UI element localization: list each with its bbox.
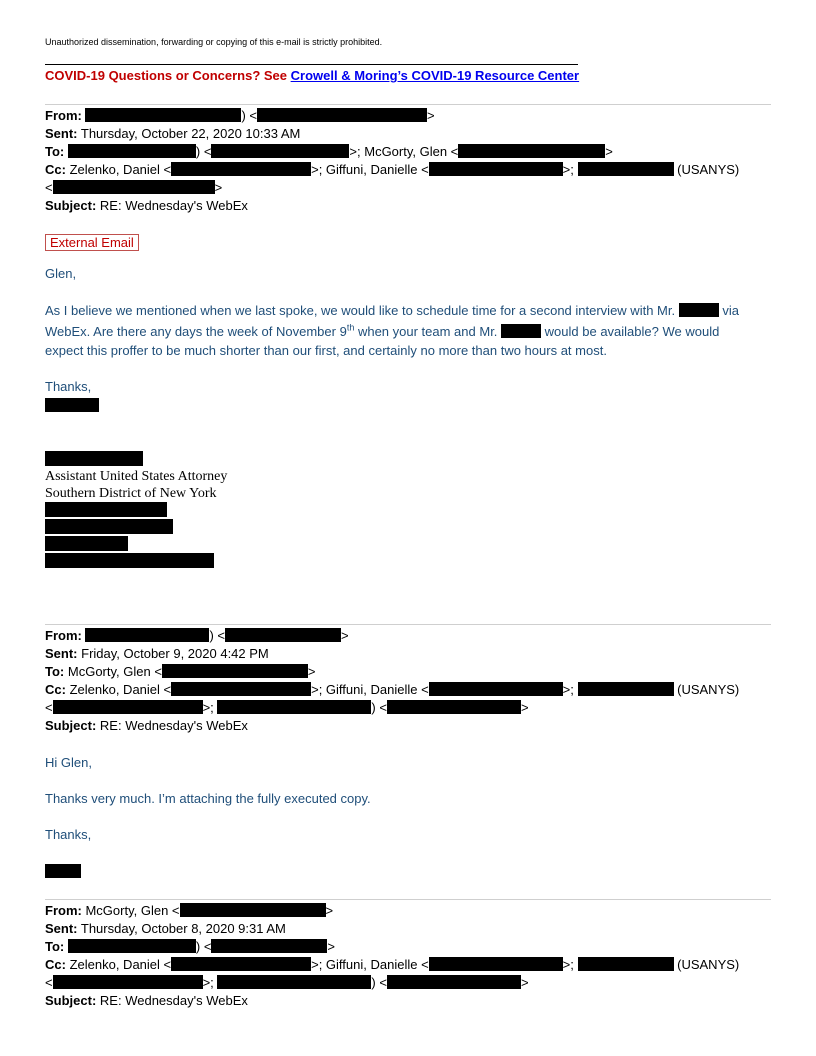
- subject-row: [45, 717, 248, 735]
- redacted-block: [45, 451, 143, 466]
- body-line: As I believe we mentioned when we last spoke, we would like to schedule time for a second interview with Mr. via: [45, 303, 739, 318]
- subject-value: RE: Wednesday's WebEx: [99, 993, 248, 1008]
- to-row: To: McGorty, Glen < >: [45, 664, 316, 679]
- sent-label: Sent:: [45, 921, 78, 936]
- cc-value: Zelenko, Daniel <: [69, 957, 172, 972]
- from-row: From: McGorty, Glen < >: [45, 903, 334, 918]
- cc-label: Cc:: [45, 957, 66, 972]
- banner-prefix: COVID-19 Questions or Concerns? See: [45, 68, 291, 83]
- cc-row: Cc: Zelenko, Daniel < >; Giffuni, Danielle < >; (USANYS): [45, 957, 740, 972]
- cc-value: >; Giffuni, Danielle <: [311, 162, 429, 177]
- external-email-badge: External Email: [45, 234, 139, 252]
- redacted-block: [387, 975, 521, 989]
- cc-row: Cc: Zelenko, Daniel < >; Giffuni, Danielle < >; (USANYS): [45, 162, 740, 177]
- from-value: McGorty, Glen <: [85, 903, 180, 918]
- redacted-block: [85, 108, 241, 122]
- redacted-block: [162, 664, 308, 678]
- redacted-block: [211, 144, 349, 158]
- redacted-block: [45, 398, 99, 412]
- to-row: To: ) < >; McGorty, Glen < >: [45, 144, 613, 159]
- signoff: Thanks,: [45, 827, 92, 842]
- cc-row-cont: < >; ) < >: [45, 975, 529, 990]
- redacted-block: [171, 162, 311, 176]
- redacted-block: [68, 144, 196, 158]
- from-row: From: ) < >: [45, 108, 435, 123]
- redacted-block: [45, 502, 167, 517]
- cc-label: Cc:: [45, 162, 66, 177]
- signature-office: Southern District of New York: [45, 486, 217, 501]
- cc-row: Cc: Zelenko, Daniel < >; Giffuni, Danielle < >; (USANYS): [45, 682, 740, 697]
- redacted-block: [53, 700, 203, 714]
- to-row: To: ) < >: [45, 939, 336, 954]
- redacted-block: [85, 628, 209, 642]
- cc-value: >; Giffuni, Danielle <: [311, 957, 429, 972]
- confidentiality-notice: Unauthorized dissemination, forwarding or copying of this e-mail is strictly prohibited.: [45, 37, 383, 47]
- sent-row: [45, 920, 286, 938]
- from-label: From:: [45, 108, 82, 123]
- subject-label: Subject:: [45, 993, 97, 1008]
- redacted-block: [45, 864, 81, 878]
- redacted-block: [429, 682, 563, 696]
- redacted-block: [501, 324, 541, 338]
- to-label: To:: [45, 144, 65, 159]
- from-label: From:: [45, 903, 82, 918]
- signoff: Thanks,: [45, 379, 92, 394]
- redacted-block: [257, 108, 427, 122]
- redacted-block: [578, 957, 674, 971]
- cc-value: (USANYS): [677, 682, 740, 697]
- to-label: To:: [45, 939, 65, 954]
- redacted-block: [45, 519, 173, 534]
- email-divider: [45, 624, 771, 625]
- to-value: McGorty, Glen <: [67, 664, 162, 679]
- greeting: Glen,: [45, 266, 77, 281]
- redacted-block: [68, 939, 196, 953]
- sent-value: Thursday, October 22, 2020 10:33 AM: [80, 126, 301, 141]
- redacted-block: [217, 975, 371, 989]
- redacted-block: [180, 903, 326, 917]
- email-divider: [45, 899, 771, 900]
- redacted-block: [458, 144, 605, 158]
- redacted-block: [171, 957, 311, 971]
- sent-value: Thursday, October 8, 2020 9:31 AM: [80, 921, 286, 936]
- signature-title: Assistant United States Attorney: [45, 469, 228, 484]
- cc-value: Zelenko, Daniel <: [69, 162, 172, 177]
- redacted-block: [53, 180, 215, 194]
- subject-label: Subject:: [45, 718, 97, 733]
- covid-banner: [45, 67, 579, 85]
- sent-row: [45, 645, 269, 663]
- redacted-block: [429, 957, 563, 971]
- redacted-block: [429, 162, 563, 176]
- subject-label: Subject:: [45, 198, 97, 213]
- redacted-block: [45, 553, 214, 568]
- redacted-block: [45, 536, 128, 551]
- redacted-block: [578, 682, 674, 696]
- to-value: ; McGorty, Glen <: [357, 144, 459, 159]
- cc-value: Zelenko, Daniel <: [69, 682, 172, 697]
- body-line: Thanks very much. I’m attaching the fully executed copy.: [45, 791, 371, 806]
- cc-row-cont: < >; ) < >: [45, 700, 529, 715]
- sent-value: Friday, October 9, 2020 4:42 PM: [81, 646, 269, 661]
- sent-label: Sent:: [45, 126, 78, 141]
- resource-center-link[interactable]: Crowell & Moring’s COVID-19 Resource Center: [290, 68, 580, 83]
- cc-label: Cc:: [45, 682, 66, 697]
- subject-value: RE: Wednesday's WebEx: [99, 198, 248, 213]
- sent-row: [45, 125, 300, 143]
- cc-value: (USANYS): [677, 162, 740, 177]
- redacted-block: [225, 628, 341, 642]
- email-divider: [45, 104, 771, 105]
- from-row: From: ) < >: [45, 628, 349, 643]
- from-label: From:: [45, 628, 82, 643]
- cc-row-cont: < >: [45, 180, 223, 195]
- notice-divider: [45, 64, 578, 65]
- redacted-block: [217, 700, 371, 714]
- greeting: Hi Glen,: [45, 755, 92, 770]
- body-line: WebEx. Are there any days the week of November 9th when your team and Mr. would be available? We would: [45, 322, 720, 339]
- sent-label: Sent:: [45, 646, 78, 661]
- cc-value: >; Giffuni, Danielle <: [311, 682, 429, 697]
- subject-row: [45, 197, 248, 215]
- cc-value: (USANYS): [677, 957, 740, 972]
- redacted-block: [211, 939, 327, 953]
- body-line: expect this proffer to be much shorter than our first, and certainly no more than two hours at most.: [45, 343, 607, 358]
- subject-row: [45, 992, 248, 1010]
- redacted-block: [53, 975, 203, 989]
- redacted-block: [679, 303, 719, 317]
- redacted-block: [578, 162, 674, 176]
- subject-value: RE: Wednesday's WebEx: [99, 718, 248, 733]
- redacted-block: [387, 700, 521, 714]
- to-label: To:: [45, 664, 65, 679]
- redacted-block: [171, 682, 311, 696]
